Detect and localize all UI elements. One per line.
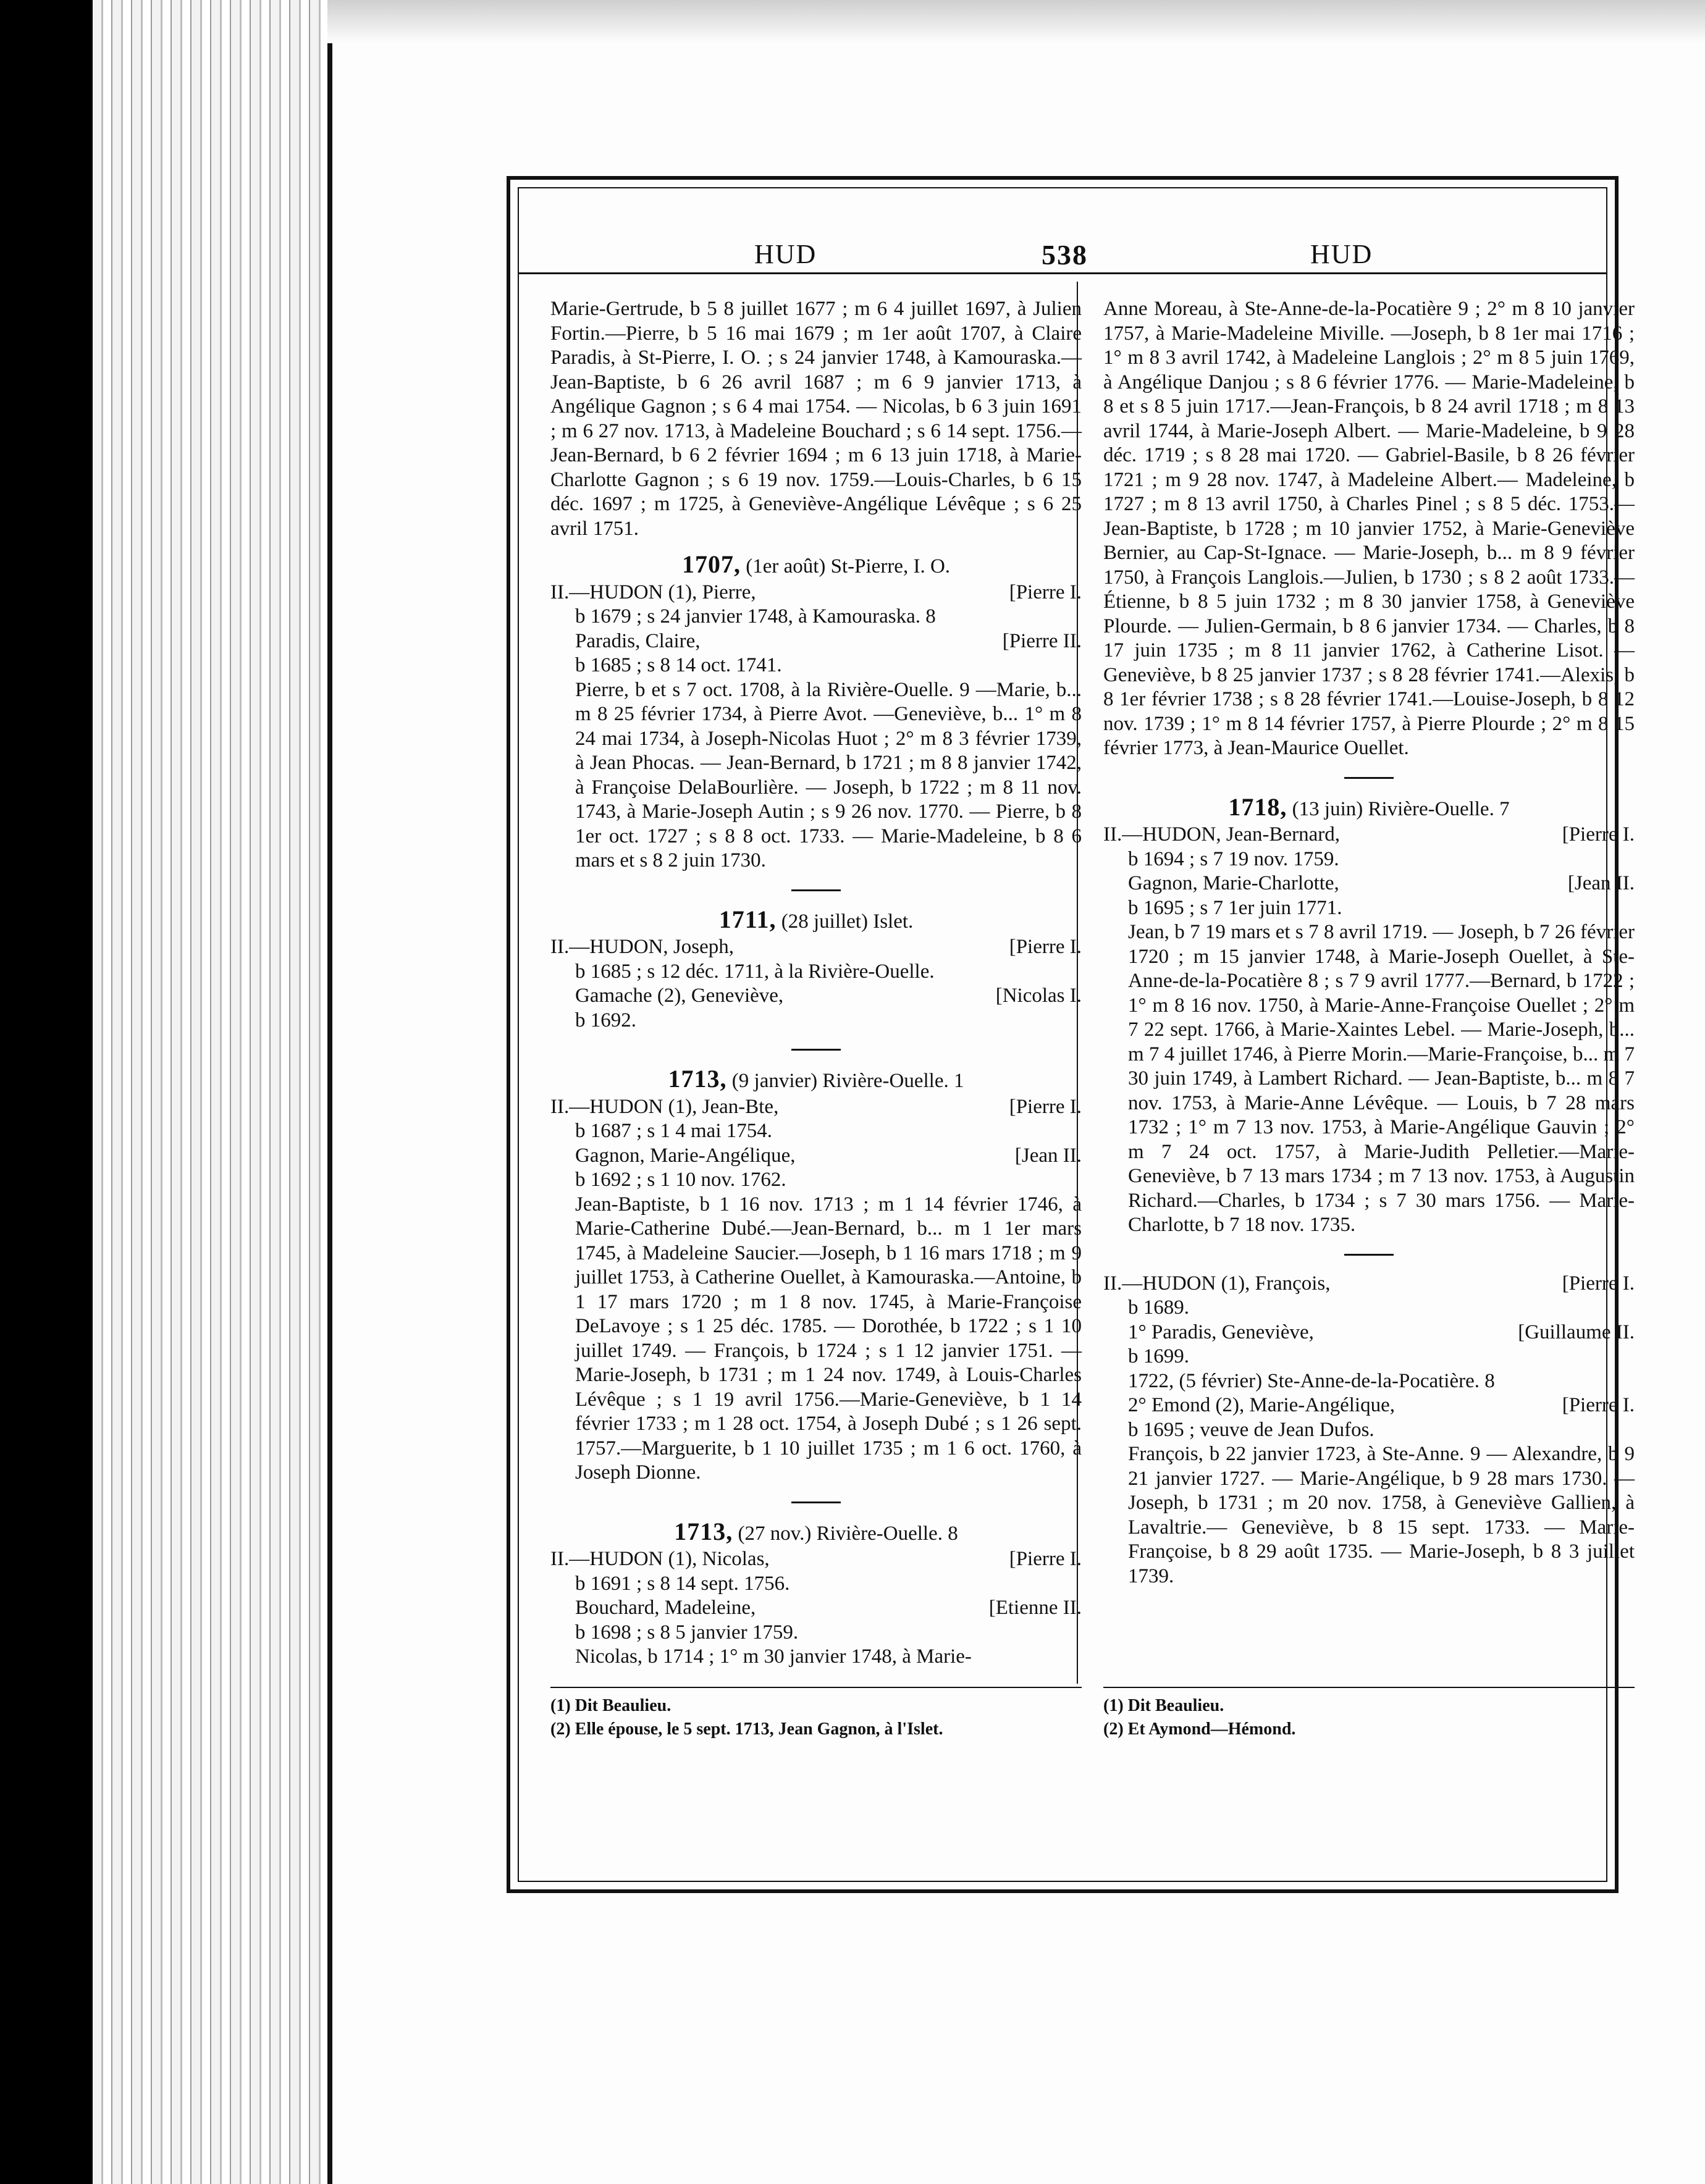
husband-parent: [Pierre I. (1009, 1548, 1082, 1570)
children-text: François, b 22 janvier 1723, à Ste-Anne. 9 — Alexandre, b 9 21 janvier 1727. — Marie-Angélique, b 9 28 mars 1730. — Joseph, b 1731 ; m 20 nov. 1758, à Geneviève Gallien, à Lavaltrie.— Geneviève, b 8 15 sept. 1733. — Marie-Françoise, b 8 29 août 1735. — Marie-Joseph, b 8 3 juillet 1739. (1128, 1443, 1635, 1587)
wife-line (550, 629, 1082, 654)
entry-separator (791, 1502, 841, 1503)
entry-separator (1344, 777, 1394, 779)
footnote: (2) Elle épouse, le 5 sept. 1713, Jean Gagnon, à l'Islet. (550, 1720, 943, 1739)
left-intro-text: Marie-Gertrude, b 5 8 juillet 1677 ; m 6 4 juillet 1697, à Julien Fortin.—Pierre, b 5 16 mai 1679 ; m 1er août 1707, à Claire Paradis, à St-Pierre, I. O. ; s 24 janvier 1748, à Kamouraska.—Jean-Baptiste, b 6 26 avril 1687 ; m 6 9 janvier 1713, à Angélique Gagnon ; s 6 4 mai 1754. — Nicolas, b 6 3 juin 1691 ; m 6 27 nov. 1713, à Madeleine Bouchard ; s 6 14 sept. 1756.—Jean-Bernard, b 6 2 février 1694 ; m 6 13 juin 1718, à Marie-Charlotte Gagnon ; s 6 19 nov. 1759.—Louis-Charles, b 6 15 déc. 1697 ; m 1725, à Geneviève-Angélique Lévêque ; s 6 25 avril 1751. (550, 298, 1082, 540)
wife-name: Bouchard, Madeleine, (575, 1597, 756, 1619)
wife-name: Gamache (2), Geneviève, (575, 985, 784, 1007)
first-wife-line (1103, 1321, 1635, 1345)
header-rule (518, 272, 1607, 274)
entry-place: (28 juillet) Islet. (781, 910, 914, 933)
husband-line (550, 935, 1082, 960)
wife-line (1103, 872, 1635, 896)
husband-parent: [Pierre I. (1009, 936, 1082, 958)
second-marriage-line: 1722, (5 février) Ste-Anne-de-la-Pocatière. 8 (1128, 1369, 1495, 1392)
wife-parent: [Jean II. (1014, 1144, 1082, 1167)
entry-year: 1711, (718, 905, 777, 933)
footnote: (2) Et Aymond—Hémond. (1103, 1720, 1296, 1739)
entry-heading-1713-november (550, 1519, 1082, 1547)
left-column (550, 297, 1082, 1670)
wife-info: b 1699. (1128, 1345, 1189, 1367)
husband-line (1103, 1272, 1635, 1296)
right-intro-text: Anne Moreau, à Ste-Anne-de-la-Pocatière 9 ; 2° m 8 10 janvier 1757, à Marie-Madeleine Miville. —Joseph, b 8 1er mai 1716 ; 1° m 8 3 avril 1742, à Madeleine Langlois ; 2° m 8 5 juin 1769, à Angélique Danjou ; s 8 6 février 1776. — Marie-Madeleine, b 8 et s 8 5 juin 1717.—Jean-François, b 8 24 avril 1718 ; m 8 13 avril 1744, à Marie-Joseph Albert. — Marie-Madeleine, b 9 28 déc. 1719 ; s 8 28 mai 1720. — Gabriel-Basile, b 8 26 février 1721 ; m 9 28 nov. 1747, à Madeleine Albert.— Madeleine, b 1727 ; m 8 13 avril 1750, à Charles Pinel ; s 8 5 déc. 1753.—Jean-Baptiste, b 1728 ; m 10 janvier 1752, à Marie-Geneviève Bernier, au Cap-St-Ignace. — Marie-Joseph, b... m 8 9 février 1750, à François Langlois.—Julien, b 1730 ; s 8 2 août 1733.—Étienne, b 8 5 juin 1732 ; m 8 30 janvier 1758, à Geneviève Plourde. — Julien-Germain, b 8 6 janvier 1734. — Charles, b 8 17 juin 1735 ; m 8 11 janvier 1762, à Catherine Lisot. — Geneviève, b 8 25 janvier 1737 ; s 8 28 février 1741.—Alexis, b 8 1er février 1738 ; s 8 28 février 1741.—Louise-Joseph, b 8 12 nov. 1739 ; 1° m 8 14 février 1757, à Pierre Plourde ; 2° m 8 15 février 1773, à Jean-Maurice Ouellet. (1103, 298, 1635, 759)
husband-parent: [Pierre I. (1009, 1095, 1082, 1118)
husband-name: II.—HUDON (1), Nicolas, (550, 1548, 770, 1570)
footnote: (1) Dit Beaulieu. (550, 1696, 671, 1715)
husband-line (1103, 823, 1635, 847)
footnote-rule (1103, 1687, 1635, 1688)
wife-info: b 1692 ; s 1 10 nov. 1762. (575, 1169, 786, 1191)
husband-info: b 1679 ; s 24 janvier 1748, à Kamouraska. 8 (575, 605, 936, 628)
entry-place: (13 juin) Rivière-Ouelle. 7 (1292, 797, 1510, 820)
husband-info: b 1687 ; s 1 4 mai 1754. (575, 1120, 772, 1142)
entry-year: 1718, (1228, 792, 1287, 821)
husband-line (550, 1095, 1082, 1120)
wife-parent: [Pierre I. (1562, 1394, 1635, 1416)
entry-place: (9 janvier) Rivière-Ouelle. 1 (731, 1070, 964, 1092)
wife-parent: [Jean II. (1567, 872, 1635, 894)
page-number: 538 (1042, 239, 1088, 271)
entry-heading-1707 (550, 552, 1082, 579)
page-top-shadow (327, 0, 1705, 43)
footnotes-left (550, 1687, 1082, 1741)
wife-line (550, 984, 1082, 1009)
husband-name: II.—HUDON, Joseph, (550, 936, 734, 958)
entry-place: (1er août) St-Pierre, I. O. (746, 555, 951, 578)
footnote: (1) Dit Beaulieu. (1103, 1696, 1224, 1715)
husband-line (550, 1547, 1082, 1572)
husband-name: II.—HUDON (1), François, (1103, 1272, 1331, 1295)
wife-name: Gagnon, Marie-Angélique, (575, 1144, 796, 1167)
children-text: Jean-Baptiste, b 1 16 nov. 1713 ; m 1 14 février 1746, à Marie-Catherine Dubé.—Jean-Bernard, b... m 1 1er mars 1745, à Madeleine Saucier.—Joseph, b 1 16 mars 1718 ; m 9 juillet 1753, à Catherine Ouellet, à Kamouraska.—Antoine, b 1 17 mars 1720 ; m 1 8 nov. 1745, à Marie-Françoise DeLavoye ; s 1 25 déc. 1785. — Dorothée, b 1722 ; s 1 10 juillet 1749. — François, b 1724 ; s 1 12 janvier 1751. — Marie-Joseph, b 1731 ; m 1 24 nov. 1749, à Louis-Charles Lévêque ; s 1 19 avril 1756.—Marie-Geneviève, b 1 14 février 1733 ; m 1 28 oct. 1754, à Joseph Dubé ; s 1 26 sept. 1757.—Marguerite, b 1 10 juillet 1735 ; m 1 6 oct. 1760, à Joseph Dionne. (575, 1193, 1082, 1484)
entry-year: 1713, (668, 1065, 727, 1093)
wife-info: b 1695 ; s 7 1er juin 1771. (1128, 896, 1342, 919)
husband-info: b 1691 ; s 8 14 sept. 1756. (575, 1572, 790, 1595)
husband-parent: [Pierre I. (1562, 1272, 1635, 1295)
husband-line (550, 581, 1082, 605)
entry-heading-1711 (550, 907, 1082, 934)
children-text: Jean, b 7 19 mars et s 7 8 avril 1719. — Joseph, b 7 26 février 1720 ; m 15 janvier 1748, à Marie-Joseph Ouellet, à Ste-Anne-de-la-Pocatière 8 ; s 7 9 avril 1777.—Bernard, b 1722 ; 1° m 8 16 nov. 1750, à Marie-Anne-Françoise Ouellet ; 2° m 7 22 sept. 1766, à Marie-Xaintes Lebel. — Marie-Joseph, b... m 7 4 juillet 1746, à Pierre Morin.—Marie-Françoise, b... m 7 30 juin 1749, à Lambert Richard. — Jean-Baptiste, b... m 8 7 nov. 1753, à Marie-Anne Lévêque. — Louis, b 7 28 mars 1732 ; 1° m 7 13 nov. 1753, à Marie-Angélique Gauvin ; 2° m 7 24 oct. 1757, à Marie-Judith Pelletier.—Marie-Geneviève, b 7 13 mars 1734 ; m 7 13 nov. 1753, à Augustin Richard.—Charles, b 1734 ; s 7 30 mars 1756. — Marie-Charlotte, b 7 18 nov. 1735. (1128, 921, 1635, 1236)
right-column (1103, 297, 1635, 1589)
wife-parent: [Pierre II. (1002, 629, 1082, 652)
entry-separator (791, 1049, 841, 1051)
wife-parent: [Nicolas I. (995, 985, 1082, 1007)
running-head-right: HUD (1310, 239, 1373, 269)
running-head-left: HUD (754, 239, 817, 269)
entry-place: (27 nov.) Rivière-Ouelle. 8 (738, 1522, 958, 1545)
wife-name: 1° Paradis, Geneviève, (1128, 1321, 1314, 1343)
husband-name: II.—HUDON (1), Pierre, (550, 581, 756, 603)
husband-name: II.—HUDON (1), Jean-Bte, (550, 1095, 779, 1118)
husband-info: b 1689. (1128, 1296, 1189, 1319)
children-text: Pierre, b et s 7 oct. 1708, à la Rivière-Ouelle. 9 —Marie, b... m 8 25 février 1734, à Pierre Avot. —Geneviève, b... 1° m 8 24 mai 1734, à Joseph-Nicolas Huot ; 2° m 8 3 février 1739, à Jean Phocas. — Jean-Bernard, b 1721 ; m 8 8 janvier 1742, à Françoise DelaBourlière. — Joseph, b 1722 ; m 8 11 nov. 1743, à Marie-Joseph Autin ; s 9 26 nov. 1770. — Pierre, b 8 1er oct. 1727 ; s 8 8 oct. 1733. — Marie-Madeleine, b 8 6 mars et s 8 2 juin 1730. (575, 678, 1082, 872)
wife-info: b 1685 ; s 8 14 oct. 1741. (575, 654, 782, 676)
wife-parent: [Guillaume II. (1518, 1321, 1635, 1343)
wife-name: 2° Emond (2), Marie-Angélique, (1128, 1394, 1395, 1416)
wife-name: Paradis, Claire, (575, 629, 701, 652)
wife-info: b 1698 ; s 8 5 janvier 1759. (575, 1621, 799, 1644)
entry-year: 1707, (681, 550, 741, 578)
entry-year: 1713, (674, 1517, 733, 1545)
husband-info: b 1694 ; s 7 19 nov. 1759. (1128, 847, 1339, 870)
second-wife-line (1103, 1393, 1635, 1418)
footnote-rule (550, 1687, 1082, 1688)
entry-separator (791, 889, 841, 891)
entry-heading-1713-january (550, 1067, 1082, 1094)
entry-heading-1718 (1103, 792, 1635, 822)
wife-info: b 1695 ; veuve de Jean Dufos. (1128, 1418, 1375, 1441)
footnotes-right (1103, 1687, 1635, 1741)
husband-info: b 1685 ; s 12 déc. 1711, à la Rivière-Ouelle. (575, 960, 935, 983)
husband-parent: [Pierre I. (1562, 823, 1635, 846)
wife-line (550, 1144, 1082, 1169)
wife-info: b 1692. (575, 1009, 636, 1031)
husband-name: II.—HUDON, Jean-Bernard, (1103, 823, 1341, 846)
page-frame (507, 176, 1635, 1893)
husband-parent: [Pierre I. (1009, 581, 1082, 603)
book-page-edges (93, 0, 331, 2184)
wife-line (550, 1596, 1082, 1621)
wife-name: Gagnon, Marie-Charlotte, (1128, 872, 1339, 894)
children-text: Nicolas, b 1714 ; 1° m 30 janvier 1748, à Marie- (575, 1645, 972, 1668)
wife-parent: [Etienne II. (988, 1597, 1082, 1619)
entry-separator (1344, 1254, 1394, 1256)
